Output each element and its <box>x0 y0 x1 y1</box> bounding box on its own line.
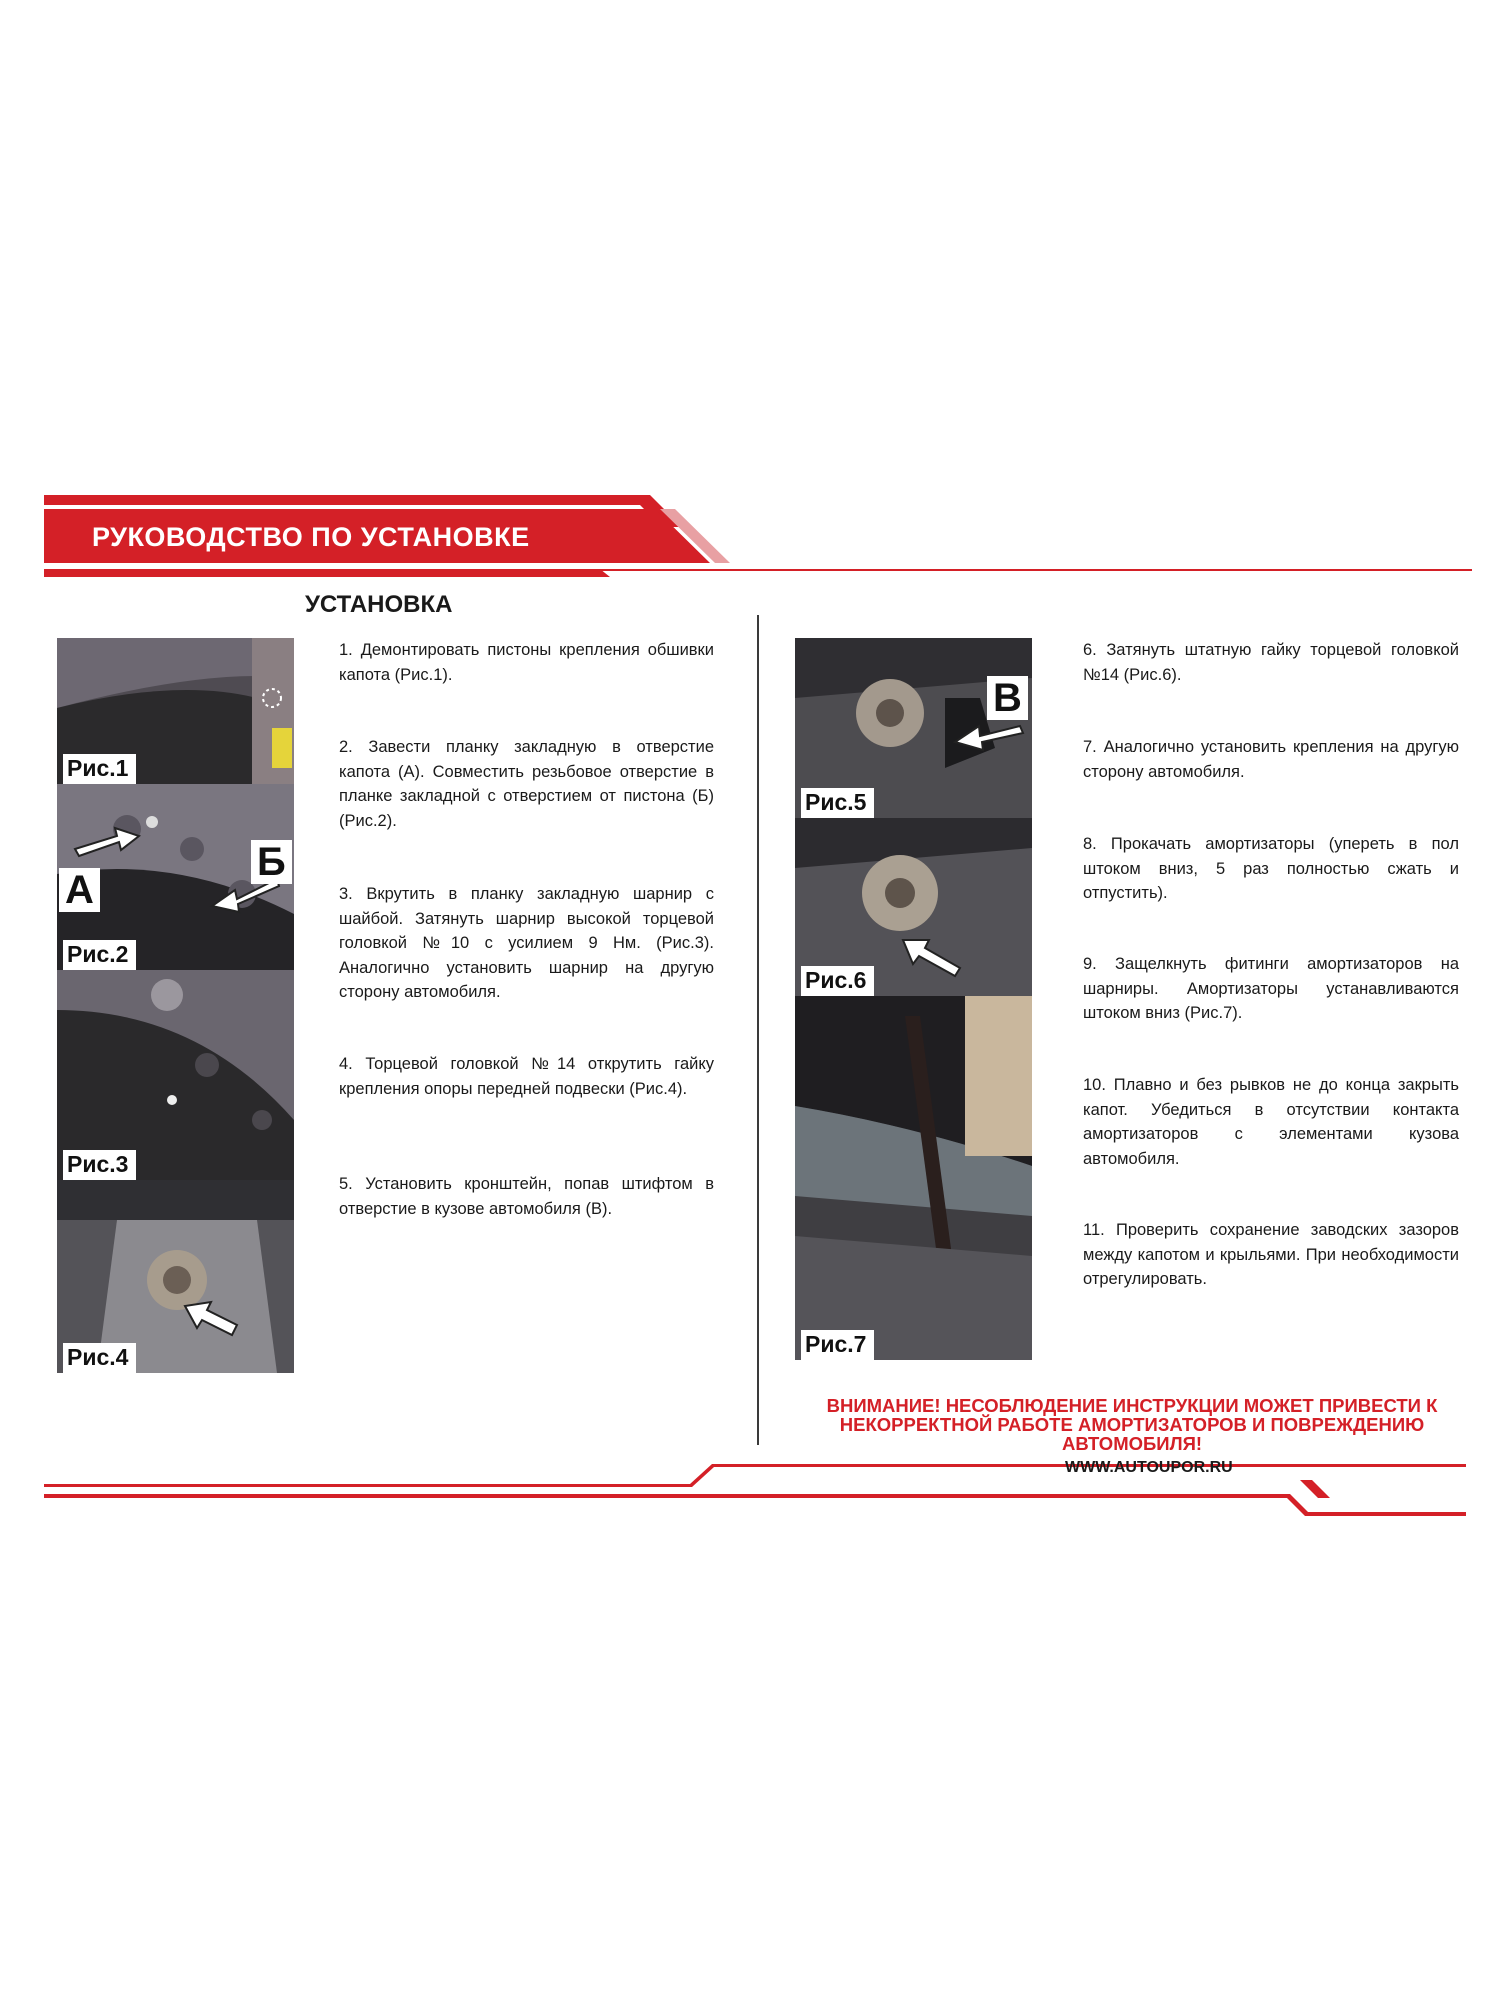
step-9: 9. Защелкнуть фитинги амортизаторов на шарниры. Амортизаторы устанавливаются штоком вниз (Рис.7). <box>1083 955 1459 1022</box>
footer-lines <box>0 1450 1500 1540</box>
step-4: 4. Торцевой головкой №14 открутить гайку крепления опоры передней подвески (Рис.4). <box>339 1055 714 1098</box>
step-8: 8. Прокачать амортизаторы (упереть в пол штоком вниз, 5 раз полностью сжать и отпустить). <box>1083 835 1459 902</box>
step-11: 11. Проверить сохранение заводских зазоров между капотом и крыльями. При необходимости отрегулировать. <box>1083 1221 1459 1288</box>
step-2: 2. Завести планку закладную в отверстие капота (А). Совместить резьбовое отверстие в планке закладной с отверстием от пистона (Б) (Рис.2). <box>339 738 714 830</box>
figure-6-photo <box>795 818 1032 996</box>
figure-2-tag-b: Б <box>251 840 292 884</box>
figure-1-photo <box>57 638 294 784</box>
step-1: 1. Демонтировать пистоны крепления обшивки капота (Рис.1). <box>339 641 714 684</box>
figure-2-tag-a: А <box>59 868 100 912</box>
figure-5-tag-v: В <box>987 676 1028 720</box>
header-title: РУКОВОДСТВО ПО УСТАНОВКЕ <box>92 522 530 552</box>
column-divider <box>757 615 759 1445</box>
figure-7-label: Рис.7 <box>801 1330 874 1360</box>
figure-3-label: Рис.3 <box>63 1150 136 1180</box>
figure-4-photo <box>57 1180 294 1373</box>
figure-5-photo <box>795 638 1032 818</box>
figure-4-label: Рис.4 <box>63 1343 136 1373</box>
section-title: УСТАНОВКА <box>305 591 453 618</box>
step-3: 3. Вкрутить в планку закладную шарнир с шайбой. Затянуть шарнир высокой торцевой головкой №10 с усилием 9 Нм. (Рис.3). Аналогично установить шарнир на другую сторону автомобиля. <box>339 885 714 1001</box>
step-5: 5. Установить кронштейн, попав штифтом в отверстие в кузове автомобиля (В). <box>339 1175 714 1218</box>
step-6: 6. Затянуть штатную гайку торцевой головкой №14 (Рис.6). <box>1083 641 1459 684</box>
step-10: 10. Плавно и без рывков не до конца закрыть капот. Убедиться в отсутствии контакта амортизаторов с элементами кузова автомобиля. <box>1083 1076 1459 1168</box>
website-link[interactable]: WWW.AUTOUPOR.RU <box>1065 1459 1233 1476</box>
figure-3-photo <box>57 970 294 1180</box>
figure-5-label: Рис.5 <box>801 788 874 818</box>
figure-6-label: Рис.6 <box>801 966 874 996</box>
figure-7-photo <box>795 996 1032 1360</box>
figure-1-label: Рис.1 <box>63 754 136 784</box>
step-7: 7. Аналогично установить крепления на другую сторону автомобиля. <box>1083 738 1459 781</box>
warning-text: ВНИМАНИЕ! НЕСОБЛЮДЕНИЕ ИНСТРУКЦИИ МОЖЕТ ПРИВЕСТИ К НЕКОРРЕКТНОЙ РАБОТЕ АМОРТИЗАТОРОВ И ПОВРЕЖДЕНИЮ АВТОМОБИЛЯ! <box>826 1395 1438 1454</box>
figure-2-photo <box>57 784 294 970</box>
figure-2-label: Рис.2 <box>63 940 136 970</box>
